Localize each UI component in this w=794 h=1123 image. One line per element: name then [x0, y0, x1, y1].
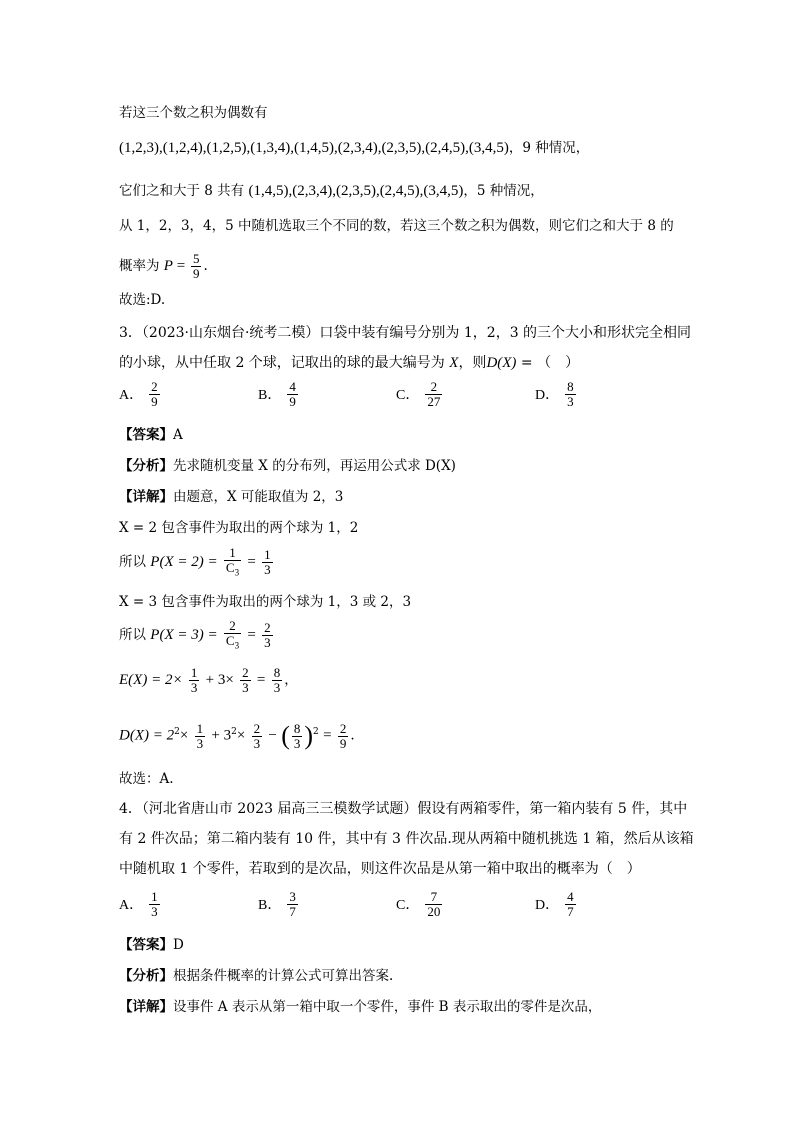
tuples-line — [119, 181, 544, 201]
analysis-line: 【分析】先求随机变量 X 的分布列，再运用公式求 D(X) — [119, 458, 456, 474]
answer-line: 【答案】D — [119, 937, 184, 953]
question-3-stem: 的小球，从中任取 2 个球，记取出的球的最大编号为 X，则D(X) = （ ） — [119, 355, 580, 371]
text-fragment: ，9 种情况， — [508, 140, 590, 156]
option-d[interactable]: D． $\frac{8}{3}$ — [535, 379, 574, 409]
tuples-list: (1,2,3),(1,2,4),(1,2,5),(1,3,4),(1,4,5),(2,3,4),(2,3,5),(2,4,5),(3,4,5) — [119, 140, 509, 156]
option-a[interactable]: A． $\frac{1}{3}$ — [119, 889, 158, 919]
text-line: 若这三个数之积为偶数有 — [119, 105, 268, 121]
question-3-stem: 3．（2023·山东烟台·统考二模）口袋中装有编号分别为 1，2，3 的三个大小和形状完全相同 — [119, 325, 692, 341]
tuples-line — [119, 138, 589, 158]
variance-line: $D(X) = 2^2\times$ $\frac{1}{3}$ + $3^2\times$ $\frac{2}{3}$ − ( $\frac{8}{3}$ )$^2$ = $\frac{2}{9}$ . — [119, 720, 355, 751]
text-fragment: 它们之和大于 8 共有 — [119, 183, 245, 199]
question-4-stem: 4．（河北省唐山市 2023 届高三三模数学试题）假设有两箱零件，第一箱内装有 5 件，其中 — [119, 801, 688, 817]
text-line: 从 1，2，3，4，5 中随机选取三个不同的数，若这三个数之积为偶数，则它们之和大于 8 的 — [119, 218, 674, 234]
probability-line: 概率为 P = $\frac{5}{9}$ . — [119, 251, 208, 281]
option-b[interactable]: B． $\frac{4}{9}$ — [258, 379, 296, 409]
solution-line: 所以 P(X = 2) = $\frac{1}{C_3}$ = $\frac{1}{3}$ — [119, 544, 271, 578]
text-line: 故选：A. — [119, 771, 174, 787]
question-4-stem: 中随机取 1 个零件，若取到的是次品，则这件次品是从第一箱中取出的概率为（ ） — [119, 861, 641, 877]
answer-line: 【答案】A — [119, 427, 183, 443]
solution-line: X = 3 包含事件为取出的两个球为 1，3 或 2，3 — [119, 594, 412, 610]
question-4-stem: 有 2 件次品；第二箱内装有 10 件，其中有 3 件次品.现从两箱中随机挑选 1 箱，然后从该箱 — [119, 831, 694, 847]
option-c[interactable]: C． $\frac{2}{27}$ — [396, 379, 441, 409]
fraction: $\frac{5}{9}$ — [192, 251, 200, 281]
expectation-line: E(X) = 2× $\frac{1}{3}$ + 3× $\frac{2}{3}$ = $\frac{8}{3}$ ， — [119, 665, 298, 695]
text-fragment: 概率为 — [119, 258, 160, 274]
tuples-list: (1,4,5),(2,3,4),(2,3,5),(2,4,5),(3,4,5) — [248, 183, 464, 199]
analysis-line: 【分析】根据条件概率的计算公式可算出答案. — [119, 968, 394, 984]
detail-line: 【详解】设事件 A 表示从第一箱中取一个零件，事件 B 表示取出的零件是次品， — [119, 999, 602, 1015]
solution-line: X = 2 包含事件为取出的两个球为 1，2 — [119, 520, 359, 536]
option-a[interactable]: A． $\frac{2}{9}$ — [119, 379, 158, 409]
math-var: P — [163, 258, 173, 274]
option-c[interactable]: C． $\frac{7}{20}$ — [396, 889, 441, 919]
text-line: 故选:D. — [119, 292, 166, 308]
detail-line: 【详解】由题意，X 可能取值为 2，3 — [119, 489, 344, 505]
option-d[interactable]: D． $\frac{4}{7}$ — [535, 889, 574, 919]
solution-line: 所以 P(X = 3) = $\frac{2}{C_3}$ = $\frac{2}{3}$ — [119, 617, 271, 651]
option-b[interactable]: B． $\frac{3}{7}$ — [258, 889, 296, 919]
text-fragment: ，5 种情况， — [463, 183, 544, 199]
